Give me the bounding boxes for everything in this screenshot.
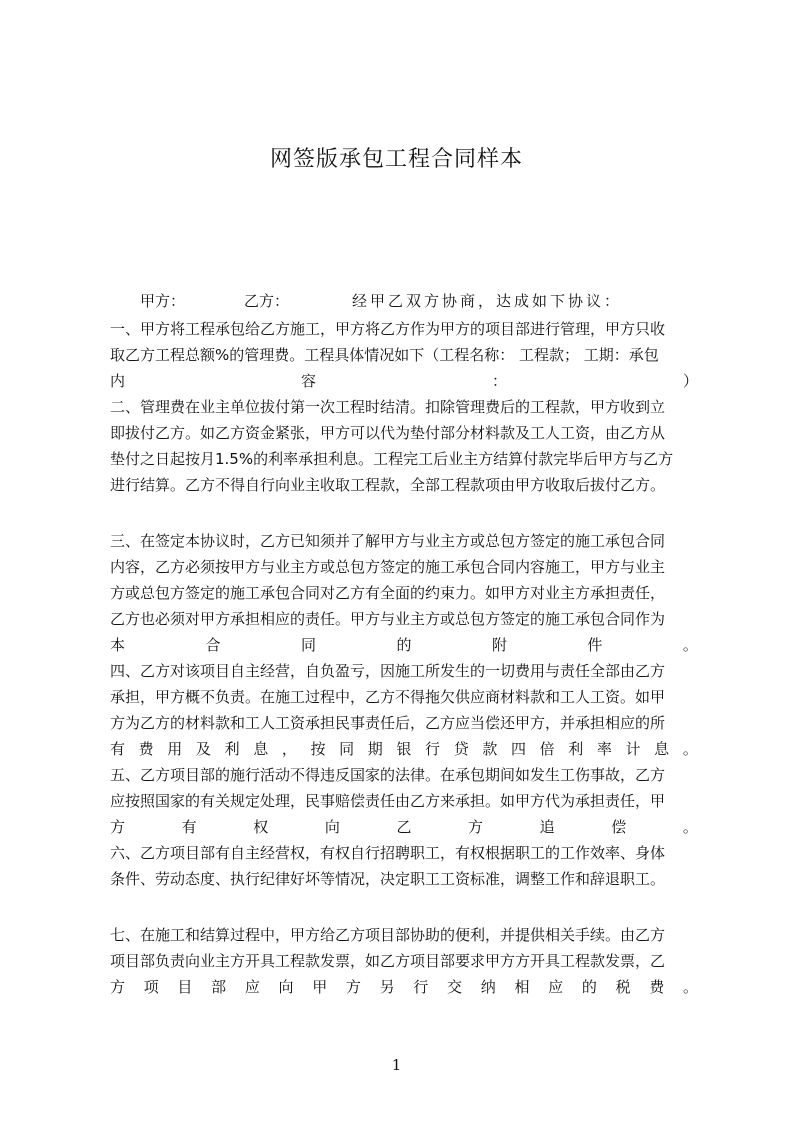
spread-token: 内: [110, 372, 126, 390]
spread-token: 的: [396, 636, 412, 654]
spread-token: 利: [224, 740, 240, 758]
spread-token: 向: [278, 978, 294, 996]
spread-token: 款: [482, 740, 498, 758]
spread-token: 甲: [312, 978, 328, 996]
spread-token: 纳: [480, 978, 496, 996]
text-line: 三、在签定本协议时，乙方已知须并了解甲方与业主方或总包方签定的施工承包合同: [110, 532, 666, 550]
spread-line: [110, 739, 698, 759]
spread-token: 方: [468, 818, 484, 836]
spread-token: 目: [177, 978, 193, 996]
text-line: 七、在施工和结算过程中，甲方给乙方项目部协助的便利，并提供相关手续。由乙方: [110, 926, 666, 944]
text-line: 应按照国家的有关规定处理，民事赔偿责任由乙方来承担。如甲方代为承担责任，甲: [110, 792, 666, 810]
spread-token: 。: [682, 978, 698, 996]
spread-line: [110, 635, 698, 655]
spread-token: 用: [167, 740, 183, 758]
spread-token: 。: [682, 818, 698, 836]
spread-token: 按: [310, 740, 326, 758]
spread-token: 本: [110, 636, 126, 654]
spread-line: [110, 977, 698, 997]
spread-token: ）: [682, 372, 698, 390]
text-line: 四、乙方对该项目自主经营，自负盈亏，因施工所发生的一切费用与责任全部由乙方: [110, 662, 666, 680]
text-line: 乙方也必须对甲方承担相应的责任。甲方与业主方或总包方签定的施工承包合同作为: [110, 610, 666, 628]
spread-token: 合: [205, 636, 221, 654]
text-line: 一、甲方将工程承包给乙方施工，甲方将乙方作为甲方的项目部进行管理，甲方只收: [110, 320, 666, 338]
spread-token: 率: [596, 740, 612, 758]
spread-token: 方: [345, 978, 361, 996]
document-title: 网签版承包工程合同样本: [269, 147, 523, 172]
spread-token: 及: [195, 740, 211, 758]
text-line: 垫付之日起按月1.5%的利率承担利息。工程完工后业主方结算付款完毕后甲方与乙方: [110, 450, 674, 468]
spread-token: 。: [682, 740, 698, 758]
spread-token: 有: [181, 818, 197, 836]
spread-line: [110, 371, 698, 391]
spread-token: 四: [510, 740, 526, 758]
spread-token: 税: [615, 978, 631, 996]
spread-token: 追: [539, 818, 555, 836]
spread-token: 容: [300, 372, 316, 390]
spread-token: 银: [396, 740, 412, 758]
spread-token: ，: [281, 740, 297, 758]
text-line: 二、管理费在业主单位拔付第一次工程时结清。扣除管理费后的工程款，甲方收到立: [110, 398, 666, 416]
spread-token: 部: [211, 978, 227, 996]
text-line: 条件、劳动态度、执行纪律好坏等情况，决定职工工资标准，调整工作和辞退职工。: [110, 870, 666, 888]
spread-token: 期: [367, 740, 383, 758]
spread-token: 权: [253, 818, 269, 836]
spread-token: 贷: [453, 740, 469, 758]
page-number: 1: [391, 1056, 402, 1074]
spread-token: 费: [138, 740, 154, 758]
spread-token: 有: [110, 740, 126, 758]
spread-line: [110, 817, 698, 837]
text-line: 进行结算。乙方不得自行向业主收取工程款，全部工程款项由甲方收取后拔付乙方。: [110, 476, 666, 494]
spread-token: 向: [324, 818, 340, 836]
party-b-label: 乙方：: [244, 292, 290, 310]
spread-token: 息: [654, 740, 670, 758]
spread-token: 方: [110, 818, 126, 836]
text-line: 内容，乙方必须按甲方与业主方或总包方签定的施工承包合同内容施工，甲方与业主: [110, 558, 666, 576]
spread-token: 同: [300, 636, 316, 654]
spread-token: 交: [447, 978, 463, 996]
spread-token: 。: [682, 636, 698, 654]
spread-token: 项: [143, 978, 159, 996]
spread-token: 计: [625, 740, 641, 758]
text-line: 方或总包方签定的施工承包合同对乙方有全面的约束力。如甲方对业主方承担责任，: [110, 584, 666, 602]
spread-token: 应: [244, 978, 260, 996]
spread-token: 行: [425, 740, 441, 758]
text-line: 五、乙方项目部的施行活动不得违反国家的法律。在承包期间如发生工伤事故，乙方: [110, 766, 666, 784]
text-line: 即拔付乙方。如乙方资金紧张，甲方可以代为垫付部分材料款及工人工资，由乙方从: [110, 424, 666, 442]
spread-token: 同: [339, 740, 355, 758]
text-line: 六、乙方项目部有自主经营权，有权自行招聘职工，有权根据职工的工作效率、身体: [110, 844, 666, 862]
spread-token: 件: [587, 636, 603, 654]
text-line: 承担，甲方概不负责。在施工过程中，乙方不得拖欠供应商材料款和工人工资。如甲: [110, 688, 666, 706]
text-line: 方为乙方的材料款和工人工资承担民事责任后，乙方应当偿还甲方，并承担相应的所: [110, 714, 666, 732]
party-a-label: 甲方：: [140, 292, 186, 310]
agreement-intro: 经甲乙双方协商，达成如下协议：: [352, 292, 623, 310]
spread-token: 利: [568, 740, 584, 758]
spread-token: 偿: [611, 818, 627, 836]
text-line: 取乙方工程总额%的管理费。工程具体情况如下（工程名称： 工程款； 工期：承包: [110, 346, 659, 364]
spread-token: 另: [379, 978, 395, 996]
spread-token: ：: [491, 372, 507, 390]
spread-token: 息: [253, 740, 269, 758]
spread-token: 的: [581, 978, 597, 996]
spread-token: 应: [548, 978, 564, 996]
spread-token: 行: [413, 978, 429, 996]
spread-token: 乙: [396, 818, 412, 836]
spread-token: 附: [491, 636, 507, 654]
spread-token: 费: [649, 978, 665, 996]
spread-token: 方: [110, 978, 126, 996]
spread-token: 相: [514, 978, 530, 996]
spread-token: 倍: [539, 740, 555, 758]
text-line: 项目部负责向业主方开具工程款发票，如乙方项目部要求甲方方开具工程款发票，乙: [110, 952, 666, 970]
